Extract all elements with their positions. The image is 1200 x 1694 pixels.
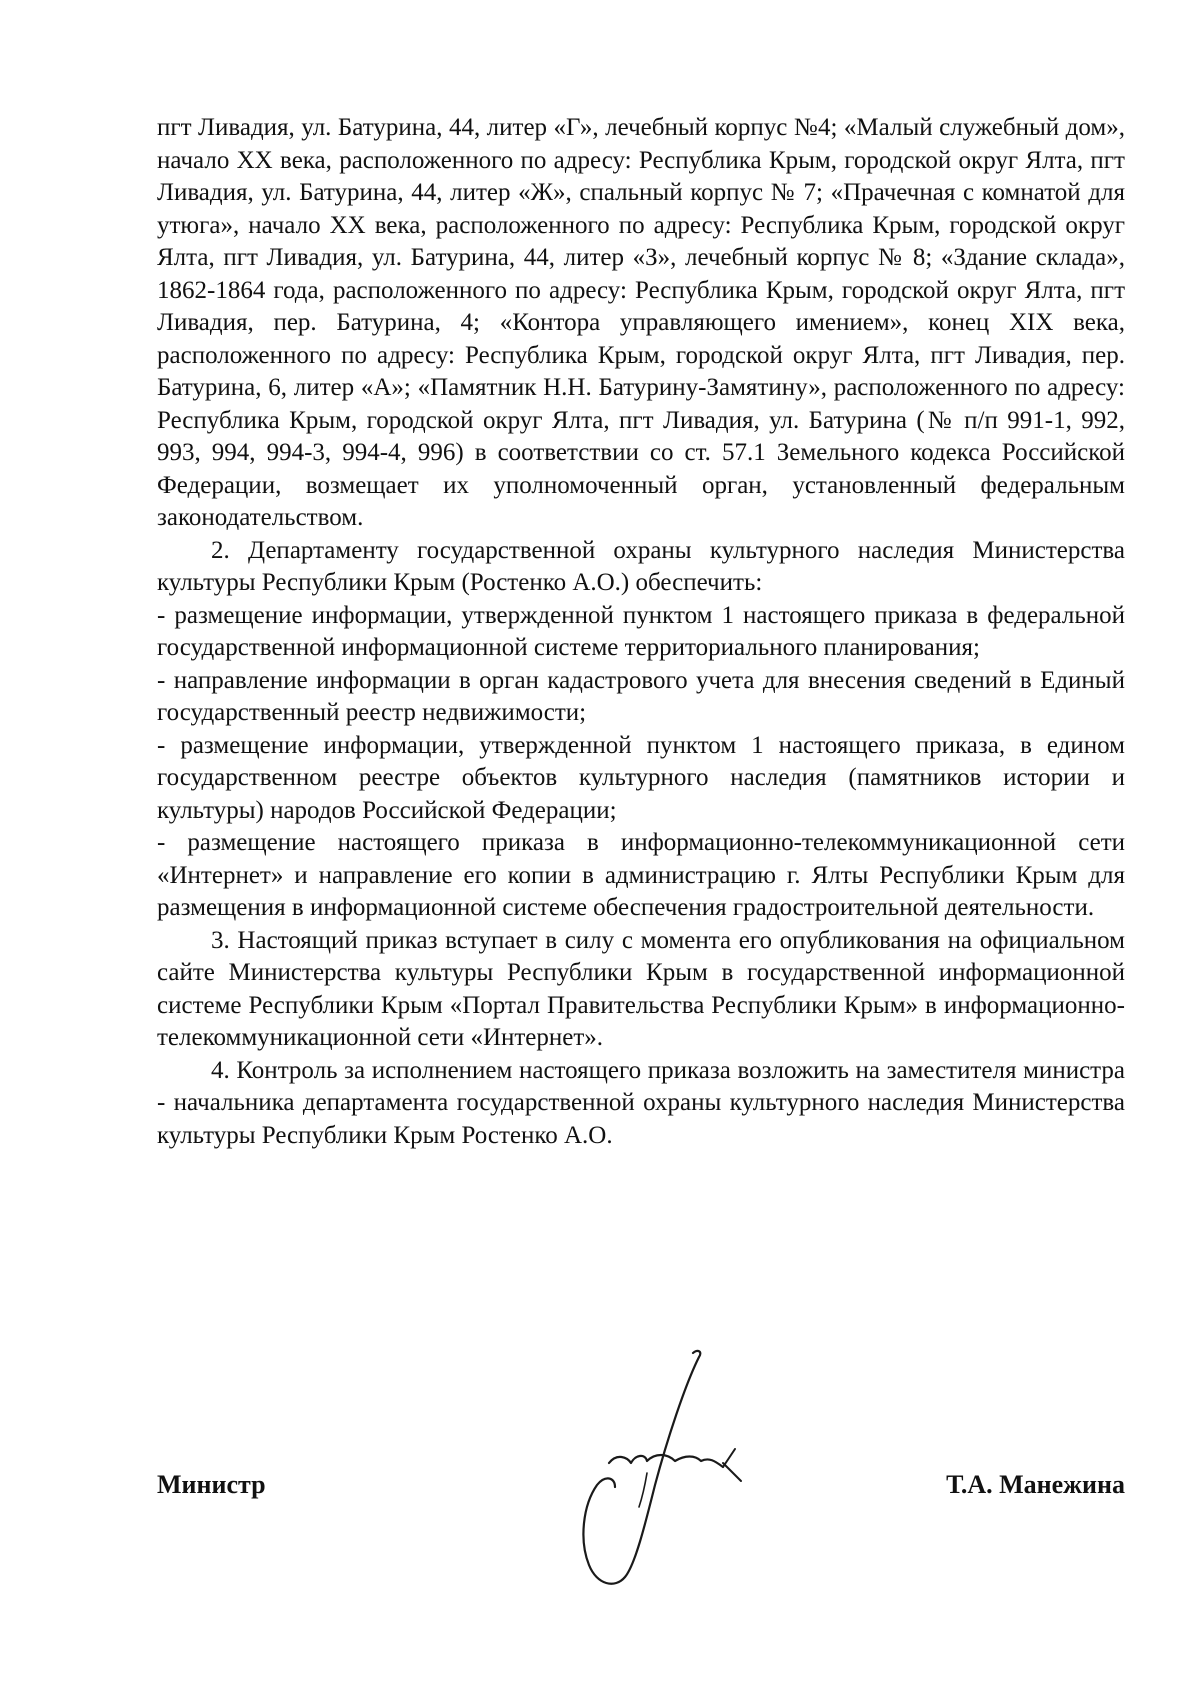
list-item-internet-publication: - размещение настоящего приказа в информационно-телекоммуникационной сети «Интернет» и направление его копии в администрацию г. Ялты Республики Крым для размещения в информационной системе обеспечения градостроительной деятельности. [157,829,1125,921]
list-item-territorial-planning: - размещение информации, утвержденной пунктом 1 настоящего приказа в федеральной государственной информационной системе территориального планирования; [157,601,1125,661]
list-item-cadastral-registry: - направление информации в орган кадастрового учета для внесения сведений в Единый государственный реестр недвижимости; [157,666,1125,726]
list-item-heritage-registry: - размещение информации, утвержденной пунктом 1 настоящего приказа, в едином государственном реестре объектов культурного наследия (памятников истории и культуры) народов Российской Федерации; [157,731,1125,824]
signatory-name: Т.А. Манежина [946,1470,1125,1499]
paragraph-item-2: 2. Департаменту государственной охраны культурного наследия Министерства культуры Республики Крым (Ростенко А.О.) обеспечить: [157,536,1125,596]
document-body [157,112,1125,1152]
paragraph-item-3: 3. Настоящий приказ вступает в силу с момента его опубликования на официальном сайте Министерства культуры Республики Крым в государственной информационной системе Республики Крым «Портал Правительства Республики Крым» в информационно-телекоммуникационной сети «Интернет». [157,926,1125,1051]
paragraph-continuation: пгт Ливадия, ул. Батурина, 44, литер «Г», лечебный корпус №4; «Малый служебный дом», начало XX века, расположенного по адресу: Республика Крым, городской округ Ялта, пгт Ливадия, ул. Батурина, 44, литер «Ж», спальный корпус № 7; «Прачечная с комнатой для утюга», начало XX века, расположенного по адресу: Республика Крым, городской округ Ялта, пгт Ливадия, ул. Батурина, 44, литер «З», лечебный корпус № 8; «Здание склада», 1862-1864 года, расположенного по адресу: Республика Крым, городской округ Ялта, пгт Ливадия, пер. Батурина, 4; «Контора управляющего имением», конец XIX века, расположенного по адресу: Республика Крым, городской округ Ялта, пгт Ливадия, пер. Батурина, 6, литер «А»; «Памятник Н.Н. Батурину-Замятину», расположенного по адресу: Республика Крым, городской округ Ялта, пгт Ливадия, ул. Батурина (№ п/п 991-1, 992, 993, 994, 994-3, 994-4, 996) в соответствии со ст. 57.1 Земельного кодекса Российской Федерации, возмещает их уполномоченный орган, установленный федеральным законодательством. [157,114,1125,531]
signatory-title: Министр [157,1470,266,1499]
signature-block [157,1470,1125,1510]
paragraph-item-4: 4. Контроль за исполнением настоящего приказа возложить на заместителя министра - начальника департамента государственной охраны культурного наследия Министерства культуры Республики Крым Ростенко А.О. [157,1056,1125,1149]
